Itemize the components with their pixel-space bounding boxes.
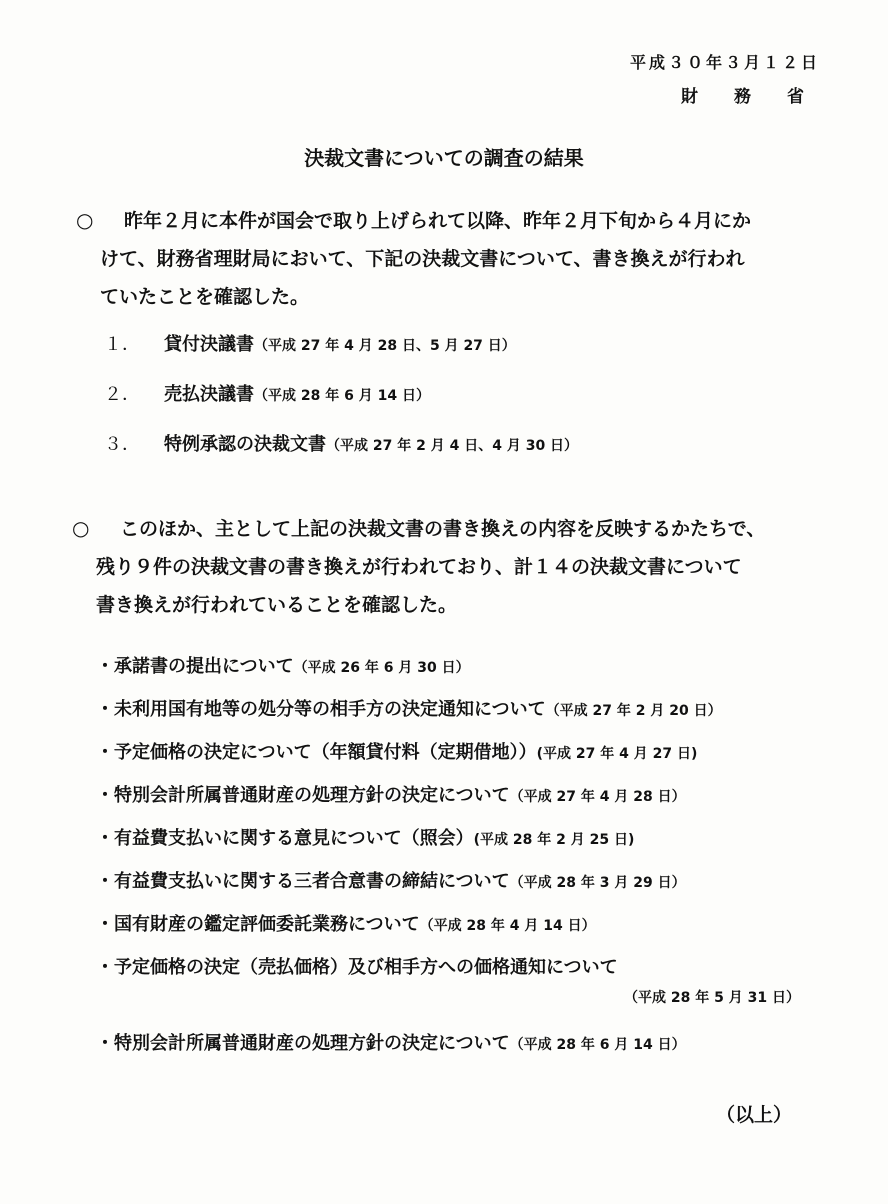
item-name: 貸付決議書 bbox=[164, 334, 254, 355]
item-number: １． bbox=[104, 334, 140, 355]
item-name: ・有益費支払いに関する意見について（照会） bbox=[96, 828, 474, 849]
rewritten-documents-list bbox=[104, 330, 578, 480]
other-documents-list bbox=[96, 652, 816, 1072]
list-item bbox=[96, 781, 816, 824]
item-date: （平成 28 年 3 月 29 日） bbox=[509, 875, 686, 891]
item-name: ・予定価格の決定（売払価格）及び相手方への価格通知について bbox=[96, 957, 618, 978]
item-date: （平成 28 年 6 月 14 日） bbox=[509, 1037, 686, 1053]
section-1-line-3: ていたことを確認した。 bbox=[100, 286, 310, 308]
section-2-line-1: ○ このほか、主として上記の決裁文書の書き換えの内容を反映するかたちで、 bbox=[72, 509, 840, 548]
document-title: 決裁文書についての調査の結果 bbox=[304, 146, 584, 170]
list-item bbox=[104, 430, 578, 480]
item-name: 売払決議書 bbox=[164, 384, 254, 405]
item-name: ・承諾書の提出について bbox=[96, 656, 294, 677]
item-date: （平成 27 年 2 月 4 日、4 月 30 日） bbox=[326, 438, 579, 454]
section-2-paragraph bbox=[72, 509, 840, 624]
item-date: （平成 28 年 5 月 31 日） bbox=[624, 990, 800, 1006]
item-number: ３． bbox=[104, 434, 140, 455]
item-date: （平成 27 年 2 月 20 日） bbox=[545, 703, 722, 719]
item-date: （平成 28 年 6 月 14 日） bbox=[254, 388, 430, 404]
item-name: ・未利用国有地等の処分等の相手方の決定通知について bbox=[96, 699, 546, 720]
item-name: ・特別会計所属普通財産の処理方針の決定について bbox=[96, 785, 510, 806]
section-1-line-1: ○ 昨年２月に本件が国会で取り上げられて以降、昨年２月下旬から４月にか bbox=[76, 201, 836, 240]
list-item bbox=[96, 910, 816, 953]
list-item bbox=[96, 695, 816, 738]
item-number: ２． bbox=[104, 384, 140, 405]
item-date: (平成 27 年 4 月 27 日) bbox=[536, 746, 698, 762]
section-2-line-2: 残り９件の決裁文書の書き換えが行われており、計１４の決裁文書について bbox=[96, 556, 742, 578]
list-item bbox=[96, 1029, 816, 1072]
list-item bbox=[96, 824, 816, 867]
circle-bullet-icon: ○ bbox=[76, 208, 94, 232]
issuing-ministry: 財務省 bbox=[681, 87, 840, 107]
document-date: 平成３０年３月１２日 bbox=[629, 53, 820, 72]
list-item bbox=[96, 953, 816, 1029]
list-item bbox=[104, 380, 578, 430]
section-2-line-3: 書き換えが行われていることを確認した。 bbox=[96, 594, 458, 616]
item-name: ・国有財産の鑑定評価委託業務について bbox=[96, 914, 420, 935]
item-date: （平成 27 年 4 月 28 日、5 月 27 日） bbox=[254, 338, 516, 354]
list-item bbox=[96, 652, 816, 695]
section-1-paragraph bbox=[76, 201, 836, 316]
item-date: (平成 28 年 2 月 25 日) bbox=[473, 832, 635, 848]
item-date: （平成 26 年 6 月 30 日） bbox=[293, 660, 470, 676]
item-date: （平成 27 年 4 月 28 日） bbox=[509, 789, 686, 805]
circle-bullet-icon: ○ bbox=[72, 516, 90, 540]
item-name: ・特別会計所属普通財産の処理方針の決定について bbox=[96, 1033, 510, 1054]
item-name: ・有益費支払いに関する三者合意書の締結について bbox=[96, 871, 510, 892]
item-date: （平成 28 年 4 月 14 日） bbox=[419, 918, 596, 934]
list-item bbox=[104, 330, 578, 380]
item-name: 特例承認の決裁文書 bbox=[164, 434, 326, 455]
item-name: ・予定価格の決定について（年額貸付料（定期借地）） bbox=[96, 742, 537, 763]
list-item bbox=[96, 738, 816, 781]
section-1-line-2: けて、財務省理財局において、下記の決裁文書について、書き換えが行われ bbox=[100, 248, 745, 270]
closing-mark: （以上） bbox=[715, 1104, 792, 1126]
list-item bbox=[96, 867, 816, 910]
